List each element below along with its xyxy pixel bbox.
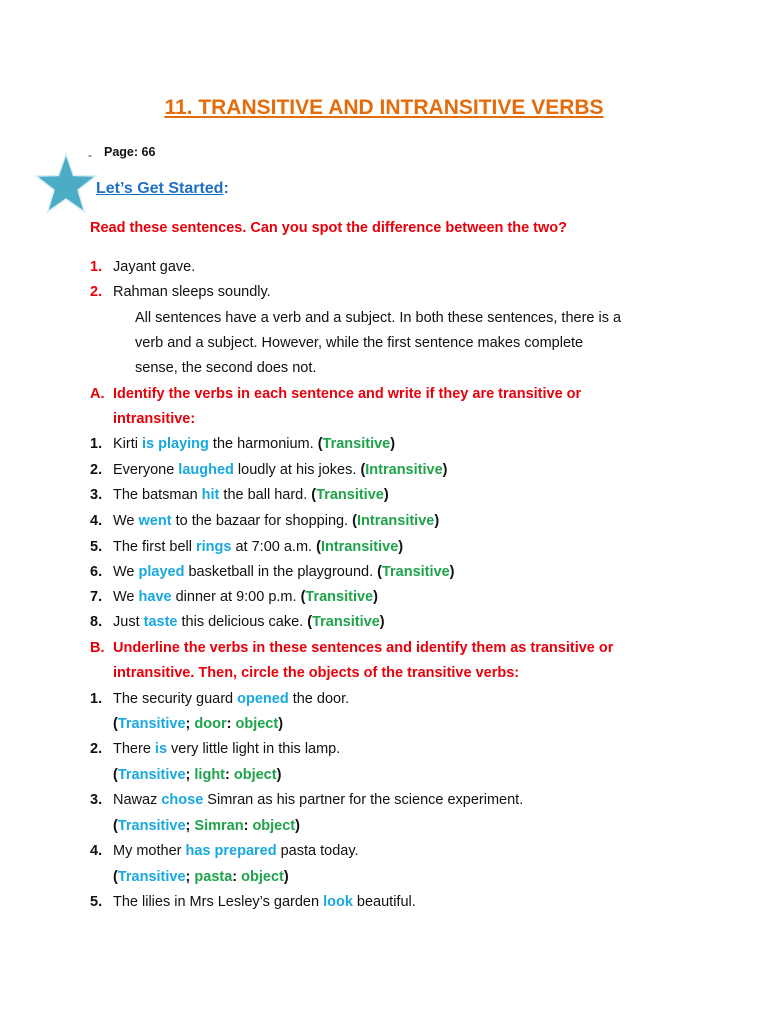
exercise-b-answer: (Transitive; pasta: object) [113, 869, 289, 885]
page-number: Page: 66 [104, 145, 156, 159]
page-title: 11. TRANSITIVE AND INTRANSITIVE VERBS [164, 96, 604, 119]
exercise-b-answer: (Transitive; Simran: object) [113, 818, 300, 834]
exercise-a-item: 4. We went to the bazaar for shopping. (Intransitive) [90, 513, 440, 529]
exercise-b-item: 1. The security guard opened the door. [90, 691, 350, 707]
exercise-b-item: 2. There is very little light in this lamp. [90, 741, 341, 757]
section-a-heading-cont: intransitive: [113, 411, 196, 427]
exercise-b-answer: (Transitive; light: object) [113, 767, 282, 783]
exercise-a-item: 1. Kirti is playing the harmonium. (Transitive) [90, 436, 396, 452]
explanation-line: All sentences have a verb and a subject. In both these sentences, there is a [135, 310, 622, 326]
page-dash: - [88, 148, 92, 162]
section-intro-heading [96, 180, 229, 198]
example-item: 2. Rahman sleeps soundly. [90, 284, 271, 300]
exercise-a-item: 7. We have dinner at 9:00 p.m. (Transitive) [90, 589, 378, 605]
explanation-line: verb and a subject. However, while the first sentence makes complete [135, 335, 584, 351]
exercise-a-item: 3. The batsman hit the ball hard. (Transitive) [90, 487, 389, 503]
question-text: Read these sentences. Can you spot the difference between the two? [90, 220, 567, 236]
exercise-b-item: 5. The lilies in Mrs Lesley’s garden look beautiful. [90, 894, 416, 910]
lets-get-started-label: Let’s Get Started [96, 180, 224, 197]
exercise-b-item: 3. Nawaz chose Simran as his partner for the science experiment. [90, 792, 524, 808]
exercise-a-item: 2. Everyone laughed loudly at his jokes. (Intransitive) [90, 462, 448, 478]
explanation-line: sense, the second does not. [135, 360, 317, 376]
exercise-a-item: 8. Just taste this delicious cake. (Transitive) [90, 614, 385, 630]
exercise-a-item: 5. The first bell rings at 7:00 a.m. (Intransitive) [90, 539, 404, 555]
exercise-b-item: 4. My mother has prepared pasta today. [90, 843, 359, 859]
section-b-heading-cont: intransitive. Then, circle the objects of the transitive verbs: [113, 665, 520, 681]
star-icon [34, 152, 98, 216]
example-item: 1. Jayant gave. [90, 259, 196, 275]
section-b-heading: B. Underline the verbs in these sentences and identify them as transitive or [90, 640, 614, 656]
colon: : [223, 180, 229, 197]
exercise-a-item: 6. We played basketball in the playground. (Transitive) [90, 564, 455, 580]
section-a-heading: A. Identify the verbs in each sentence and write if they are transitive or [90, 386, 582, 402]
exercise-b-answer: (Transitive; door: object) [113, 716, 284, 732]
